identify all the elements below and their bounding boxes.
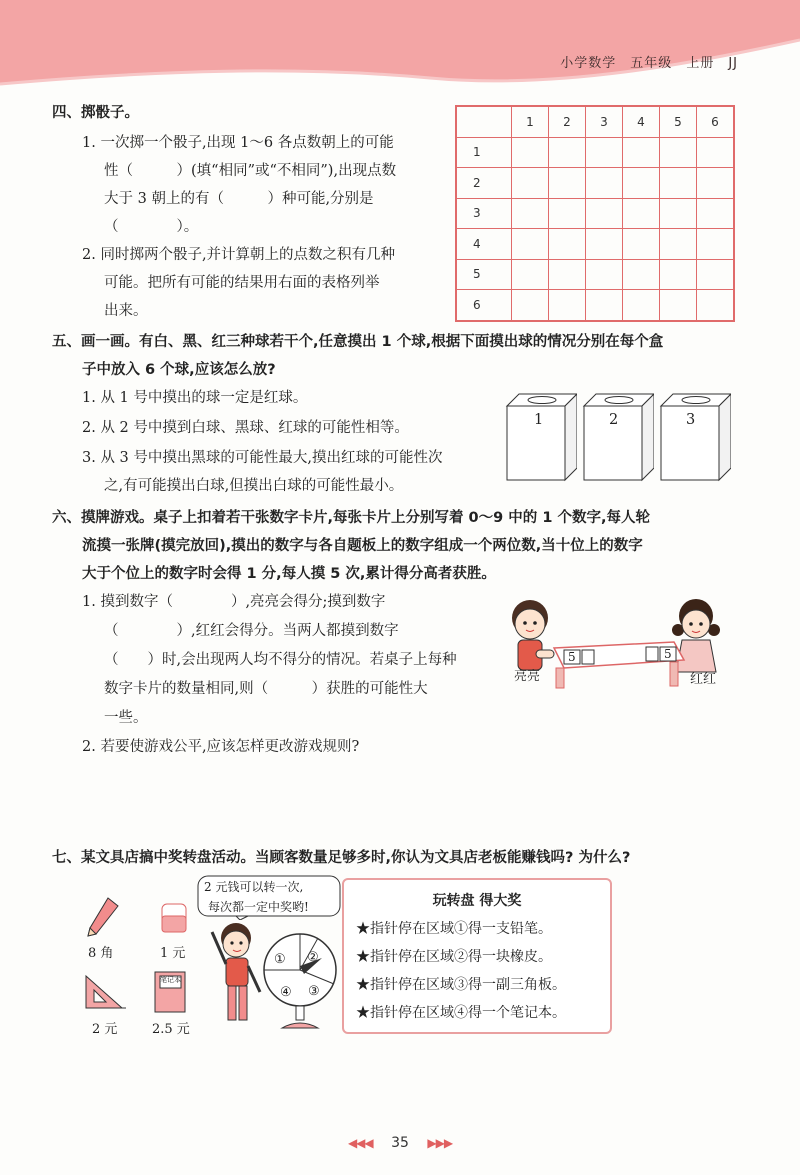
- prev-arrows-icon: ◀◀◀: [347, 1136, 373, 1150]
- answer-cell[interactable]: [511, 290, 548, 321]
- answer-cell[interactable]: [548, 290, 585, 321]
- table-row: [456, 229, 734, 260]
- wheel-region-1: ①: [274, 952, 286, 967]
- speech-line: 2 元钱可以转一次,: [204, 880, 304, 894]
- s6-q1-line: 1. 摸到数字（ ）,亮亮会得分;摸到数字: [82, 594, 386, 610]
- answer-cell[interactable]: [696, 168, 734, 199]
- s4-q1-line: 性（ ）(填“相同”或“不相同”),出现点数: [104, 163, 397, 179]
- liangliang-figure: [512, 600, 554, 670]
- s6-q1-line: 一些。: [104, 710, 148, 726]
- rules-title: 玩转盘 得大奖: [432, 893, 522, 909]
- s5-item: 3. 从 3 号中摸出黑球的可能性最大,摸出红球的可能性次: [82, 450, 443, 466]
- answer-cell[interactable]: [622, 259, 659, 290]
- card-value-right: 5: [664, 647, 672, 661]
- header-volume: 上册: [686, 56, 715, 71]
- answer-cell[interactable]: [696, 198, 734, 229]
- answer-cell[interactable]: [659, 229, 696, 260]
- table-row-header: 5: [456, 259, 511, 290]
- table-col-header: 1: [511, 106, 548, 137]
- wheel-region-3: ③: [308, 984, 320, 999]
- table-row: [456, 137, 734, 168]
- table-row-header: 4: [456, 229, 511, 260]
- pencil-icon: [84, 896, 124, 940]
- answer-cell[interactable]: [585, 198, 622, 229]
- answer-cell[interactable]: [585, 168, 622, 199]
- s5-item: 之,有可能摸出白球,但摸出白球的可能性最小。: [104, 478, 404, 494]
- set-square-icon: [82, 972, 128, 1012]
- table-col-header: 6: [696, 106, 734, 137]
- notebook-label: 笔记本: [160, 976, 181, 984]
- ball-box-3: [659, 392, 731, 482]
- rule-item: ★指针停在区域①得一支铅笔。: [356, 921, 552, 937]
- page-number: 35: [391, 1135, 409, 1151]
- answer-cell[interactable]: [585, 259, 622, 290]
- rule-item: ★指针停在区域④得一个笔记本。: [356, 1005, 566, 1021]
- answer-cell[interactable]: [511, 229, 548, 260]
- table-col-header: 5: [659, 106, 696, 137]
- table-row: [456, 259, 734, 290]
- answer-cell[interactable]: [548, 168, 585, 199]
- s6-title: 六、摸牌游戏。桌子上扣着若干张数字卡片,每张卡片上分别写着 0～9 中的 1 个数字,每人轮: [52, 510, 650, 526]
- answer-cell[interactable]: [511, 259, 548, 290]
- s6-title: 流摸一张牌(摸完放回),摸出的数字与各自题板上的数字组成一个两位数,当十位上的数字: [82, 538, 643, 554]
- s5-item: 1. 从 1 号中摸出的球一定是红球。: [82, 390, 308, 406]
- pencil-price: 8 角: [88, 946, 114, 961]
- answer-cell[interactable]: [659, 259, 696, 290]
- rule-item: ★指针停在区域②得一块橡皮。: [356, 949, 552, 965]
- header-grade: 五年级: [630, 56, 673, 71]
- table-row-header: 3: [456, 198, 511, 229]
- table-row-header: 2: [456, 168, 511, 199]
- table-row-header: 6: [456, 290, 511, 321]
- answer-cell[interactable]: [548, 198, 585, 229]
- answer-cell[interactable]: [696, 290, 734, 321]
- speech-line: 每次都一定中奖哟!: [208, 900, 309, 914]
- answer-cell[interactable]: [659, 168, 696, 199]
- notebook-price: 2.5 元: [152, 1022, 190, 1037]
- table-row-header: 1: [456, 137, 511, 168]
- answer-cell[interactable]: [696, 137, 734, 168]
- table-col-header: 3: [585, 106, 622, 137]
- s5-item: 2. 从 2 号中摸到白球、黑球、红球的可能性相等。: [82, 420, 409, 436]
- ball-box-2: [582, 392, 654, 482]
- s4-q1-line: 1. 一次掷一个骰子,出现 1～6 各点数朝上的可能: [82, 135, 394, 151]
- s6-q1-line: 数字卡片的数量相同,则（ ）获胜的可能性大: [104, 681, 428, 697]
- s4-q2-line: 出来。: [104, 303, 148, 319]
- set-square-price: 2 元: [92, 1022, 118, 1037]
- ball-box-1: [505, 392, 577, 482]
- header-title: [546, 52, 738, 71]
- answer-cell[interactable]: [696, 259, 734, 290]
- header-edition: JJ: [728, 56, 738, 71]
- box-label: 2: [609, 412, 619, 428]
- answer-cell[interactable]: [511, 168, 548, 199]
- answer-cell[interactable]: [548, 137, 585, 168]
- liangliang-name: 亮亮: [514, 669, 541, 684]
- header-subject: 小学数学: [560, 56, 617, 71]
- eraser-icon: [158, 902, 190, 934]
- boy-figure: [206, 922, 268, 1030]
- card-value-left: 5: [568, 650, 576, 664]
- s4-q1-line: 大于 3 朝上的有（ ）种可能,分别是: [104, 191, 374, 207]
- s4-q2-line: 2. 同时掷两个骰子,并计算朝上的点数之积有几种: [82, 247, 396, 263]
- answer-cell[interactable]: [622, 198, 659, 229]
- answer-cell[interactable]: [622, 229, 659, 260]
- table-col-header: 4: [622, 106, 659, 137]
- table-row: [456, 168, 734, 199]
- prize-wheel[interactable]: [262, 920, 342, 1032]
- box-label: 1: [534, 412, 544, 428]
- next-arrows-icon: ▶▶▶: [427, 1136, 453, 1150]
- s4-q2-line: 可能。把所有可能的结果用右面的表格列举: [104, 275, 380, 291]
- table-row: [456, 198, 734, 229]
- s5-title: 子中放入 6 个球,应该怎么放?: [82, 362, 276, 378]
- s6-q2: 2. 若要使游戏公平,应该怎样更改游戏规则?: [82, 739, 360, 755]
- answer-cell[interactable]: [659, 290, 696, 321]
- answer-cell[interactable]: [511, 137, 548, 168]
- answer-cell[interactable]: [511, 198, 548, 229]
- hongheng-name: 红红: [690, 672, 717, 687]
- answer-cell[interactable]: [659, 198, 696, 229]
- rule-item: ★指针停在区域③得一副三角板。: [356, 977, 566, 993]
- answer-cell[interactable]: [696, 229, 734, 260]
- s4-q1-line: （ ）。: [104, 219, 199, 235]
- box-label: 3: [686, 412, 696, 428]
- answer-cell[interactable]: [585, 137, 622, 168]
- table-header-row: [456, 106, 734, 137]
- s6-q1-line: （ ）,红红会得分。当两人都摸到数字: [104, 623, 399, 639]
- answer-cell[interactable]: [622, 168, 659, 199]
- s4-title: 四、掷骰子。: [52, 105, 139, 121]
- s5-title: 五、画一画。有白、黑、红三种球若干个,任意摸出 1 个球,根据下面摸出球的情况分别在每个盒: [52, 334, 664, 350]
- answer-cell[interactable]: [585, 290, 622, 321]
- eraser-price: 1 元: [160, 946, 186, 961]
- s6-q1-line: （ ）时,会出现两人均不得分的情况。若桌子上每种: [104, 652, 457, 668]
- dice-product-table: [455, 105, 735, 322]
- page-footer: [0, 1135, 800, 1151]
- s7-title: 七、某文具店搞中奖转盘活动。当顾客数量足够多时,你认为文具店老板能赚钱吗? 为什么?: [52, 850, 631, 866]
- answer-cell[interactable]: [585, 229, 622, 260]
- answer-cell[interactable]: [659, 137, 696, 168]
- answer-cell[interactable]: [622, 137, 659, 168]
- table-col-header: 2: [548, 106, 585, 137]
- wheel-region-4: ④: [280, 985, 292, 1000]
- answer-cell[interactable]: [548, 259, 585, 290]
- wheel-region-2: ②: [307, 950, 319, 965]
- table-corner-cell: [456, 106, 511, 137]
- s6-title: 大于个位上的数字时会得 1 分,每人摸 5 次,累计得分高者获胜。: [82, 566, 496, 582]
- prize-rules-card: [342, 878, 612, 1034]
- table-row: [456, 290, 734, 321]
- answer-cell[interactable]: [548, 229, 585, 260]
- answer-cell[interactable]: [622, 290, 659, 321]
